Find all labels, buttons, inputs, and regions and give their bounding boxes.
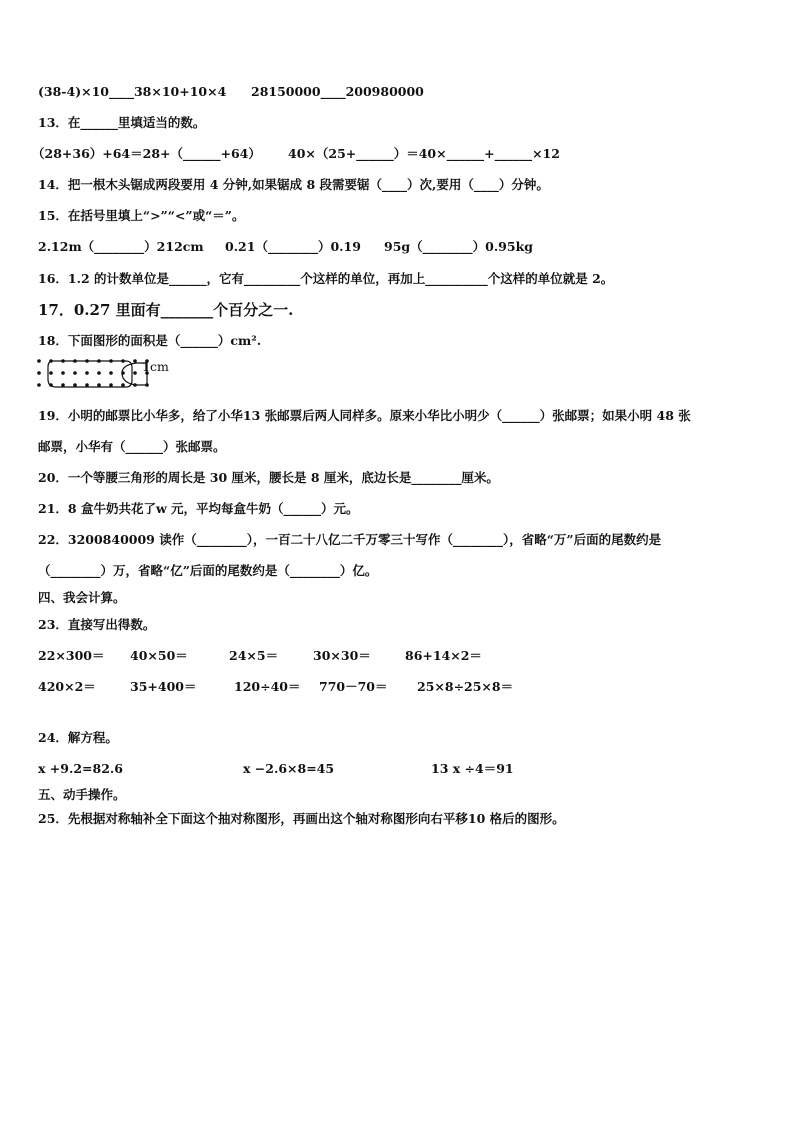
question-16: 16．1.2 的计数单位是______，它有_________个这样的单位，再加上__________个这样的单位就是 2。: [38, 271, 614, 286]
question-19-line-2: 邮票，小华有（______）张邮票。: [38, 439, 226, 454]
question-15-b: 0.21（________）0.19: [225, 239, 361, 254]
equation-3: 13 x ÷4＝91: [431, 761, 514, 776]
question-22-line-1: 22．3200840009 读作（________），一百二十八亿二千万零三十写作（________），省略“万”后面的尾数约是: [38, 532, 662, 547]
expr-compare-2: 28150000____200980000: [251, 84, 424, 99]
section-4-heading: 四、我会计算。: [38, 590, 126, 605]
question-18: 18．下面图形的面积是（______）cm².: [38, 333, 262, 348]
grid-unit-label: 1cm: [142, 359, 169, 374]
calc-r1-c3: 24×5＝: [229, 648, 279, 663]
question-13-a: （28+36）+64＝28+（______+64）: [32, 146, 261, 161]
calc-r2-c3: 120÷40＝: [234, 679, 301, 694]
expr-compare-1: (38-4)×10____38×10+10×4: [38, 84, 227, 99]
question-20: 20．一个等腰三角形的周长是 30 厘米，腰长是 8 厘米，底边长是________厘米。: [38, 470, 499, 485]
question-19-line-1: 19．小明的邮票比小华多，给了小华13 张邮票后两人同样多。原来小华比小明少（______）张邮票；如果小明 48 张: [38, 408, 691, 423]
question-21: 21．8 盒牛奶共花了w 元，平均每盒牛奶（______）元。: [38, 501, 359, 516]
question-17: 17．0.27 里面有_______个百分之一.: [38, 301, 294, 319]
question-15: 15．在括号里填上“>”“<”或“＝”。: [38, 208, 245, 223]
question-24: 24．解方程。: [38, 730, 118, 745]
calc-r2-c4: 770－70＝: [319, 679, 388, 694]
calc-r2-c2: 35+400＝: [130, 679, 197, 694]
question-25: 25．先根据对称轴补全下面这个抽对称图形，再画出这个轴对称图形向右平移10 格后的图形。: [38, 811, 565, 826]
calc-r2-c1: 420×2＝: [38, 679, 96, 694]
question-13-b: 40×（25+______）＝40×______+______×12: [288, 146, 560, 161]
calc-r1-c4: 30×30＝: [313, 648, 371, 663]
section-5-heading: 五、动手操作。: [38, 787, 126, 802]
question-15-c: 95g（________）0.95kg: [384, 239, 533, 254]
question-14: 14．把一根木头锯成两段要用 4 分钟,如果锯成 8 段需要锯（____）次,要用（____）分钟。: [38, 177, 549, 192]
calc-r1-c1: 22×300＝: [38, 648, 105, 663]
calc-r2-c5: 25×8÷25×8＝: [417, 679, 514, 694]
equation-2: x −2.6×8=45: [243, 761, 335, 776]
question-15-a: 2.12m（________）212cm: [38, 239, 204, 254]
calc-r1-c2: 40×50＝: [130, 648, 188, 663]
question-22-line-2: （________）万，省略“亿”后面的尾数约是（________）亿。: [38, 563, 378, 578]
calc-r1-c5: 86+14×2＝: [405, 648, 482, 663]
question-23: 23．直接写出得数。: [38, 617, 156, 632]
question-13: 13．在______里填适当的数。: [38, 115, 206, 130]
equation-1: x +9.2=82.6: [38, 761, 123, 776]
